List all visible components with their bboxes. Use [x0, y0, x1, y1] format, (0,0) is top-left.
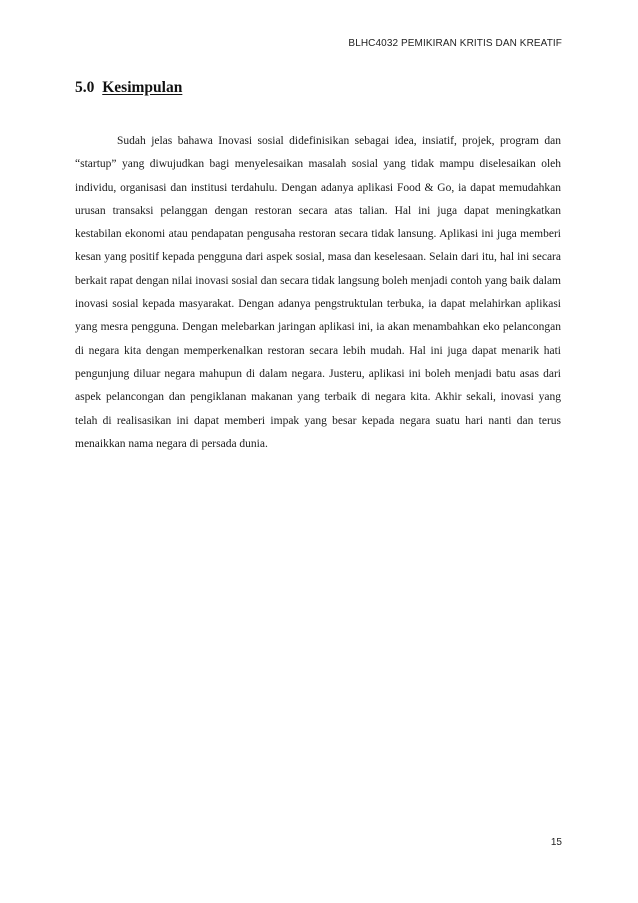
- section-heading: [75, 79, 182, 97]
- section-number: 5.0: [75, 79, 95, 96]
- section-title: Kesimpulan: [102, 79, 183, 96]
- conclusion-paragraph: Sudah jelas bahawa Inovasi sosial didefinisikan sebagai idea, insiatif, projek, program dan “startup” yang diwujudkan bagi menyelesaikan masalah sosial yang tidak mampu diselesaikan oleh individu, organisasi dan institusi terdahulu. Dengan adanya aplikasi Food & Go, ia dapat memudahkan urusan transaksi pelanggan dengan restoran secara atas talian. Hal ini juga dapat meningkatkan kestabilan ekonomi atau pendapatan pengusaha restoran secara tidak lansung. Aplikasi ini juga memberi kesan yang positif kepada pengguna dari aspek sosial, masa dan keselesaan. Selain dari itu, hal ini secara berkait rapat dengan nilai inovasi sosial dan secara tidak langsung boleh menjadi contoh yang baik dalam inovasi sosial kepada masyarakat. Dengan adanya pengstruktulan terbuka, ia dapat melahirkan aplikasi yang mesra pengguna. Dengan melebarkan jaringan aplikasi ini, ia akan menambahkan eko pelancongan di negara kita dengan memperkenalkan restoran secara lebih mudah. Hal ini juga dapat menarik hati pengunjung diluar negara mahupun di dalam negara. Justeru, aplikasi ini boleh menjadi batu asas dari aspek pelancongan dan pengiklanan makanan yang terbaik di negara kita. Akhir sekali, inovasi yang telah di realisasikan ini dapat memberi impak yang besar kepada negara suatu hari nanti dan terus menaikkan nama negara di persada dunia.: [75, 135, 561, 450]
- page-number: 15: [550, 837, 562, 848]
- page-header: BLHC4032 PEMIKIRAN KRITIS DAN KREATIF: [348, 38, 562, 49]
